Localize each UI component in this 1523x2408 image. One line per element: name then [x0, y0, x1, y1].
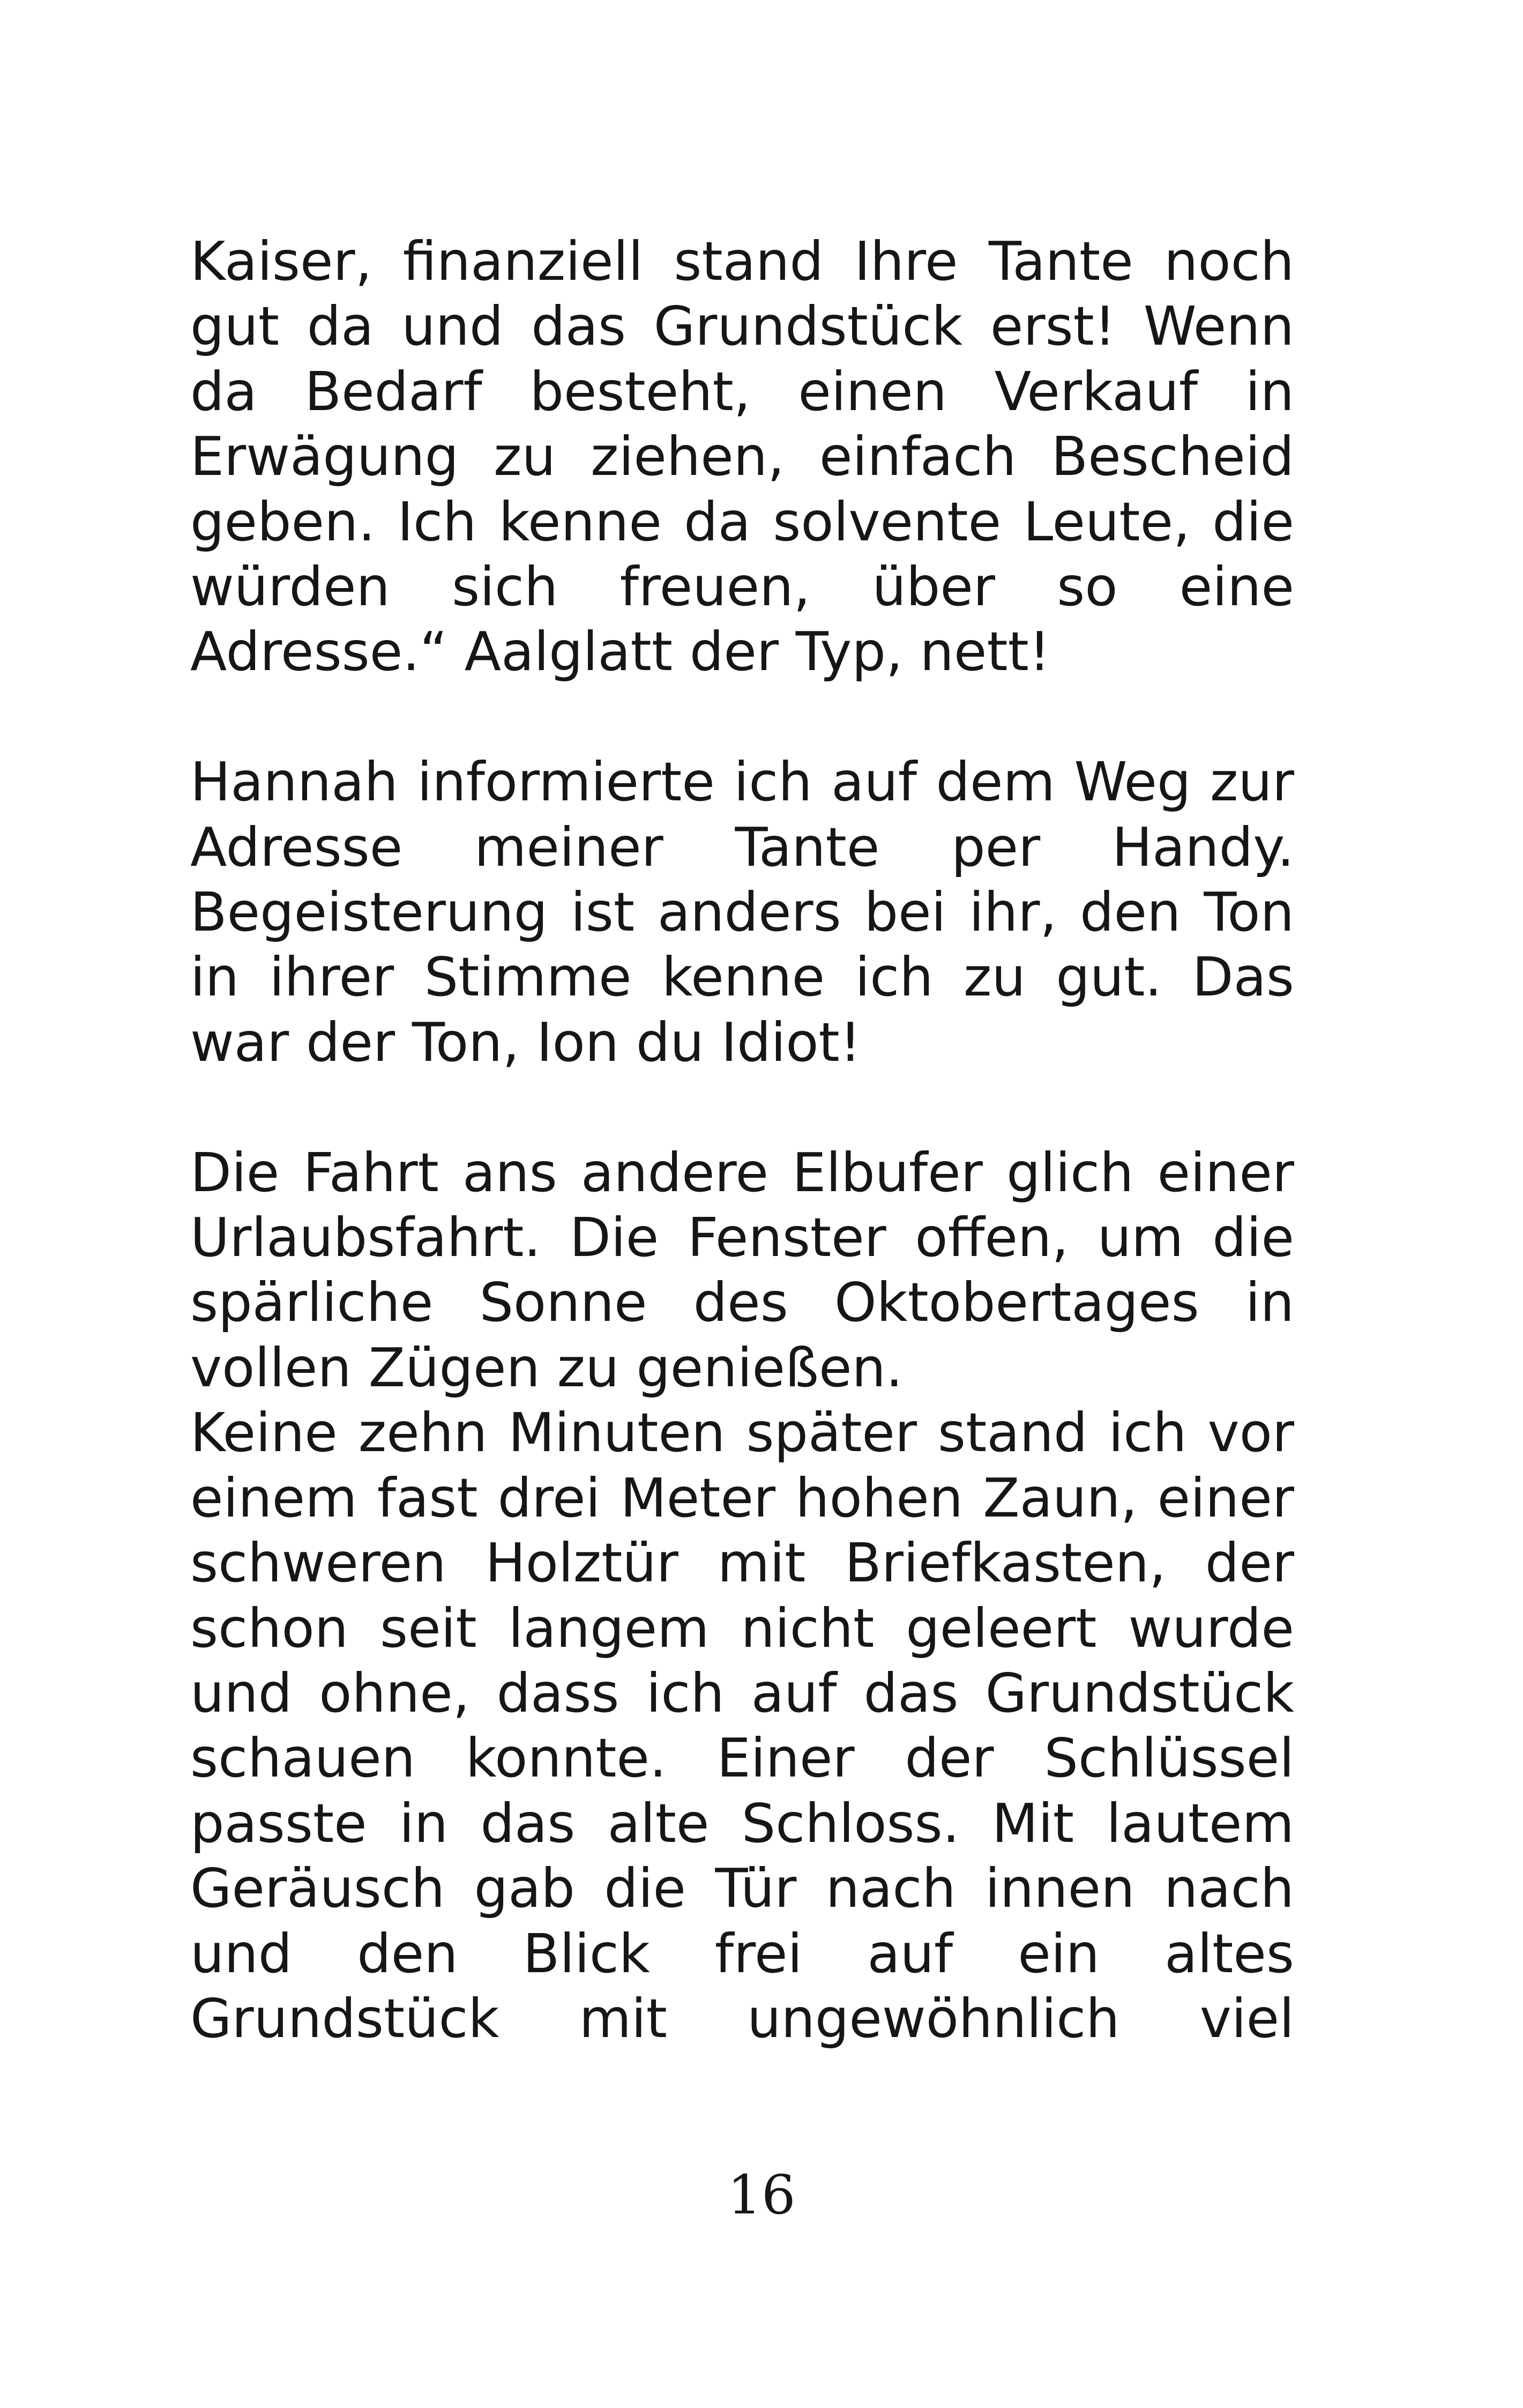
paragraph-3: Die Fahrt ans andere Elbufer glich einer Urlaubsfahrt. Die Fenster offen, um die spärliche Sonne des Oktobertages in vollen Zügen zu genießen.: [190, 1141, 1294, 1399]
paragraph-1: Kaiser, finanziell stand Ihre Tante noch gut da und das Grundstück erst! Wenn da Bedarf besteht, einen Verkauf in Erwägung zu ziehen, einfach Bescheid geben. Ich kenne da solvente Leute, die würden sich freuen, über so eine Adresse.“ Aalglatt der Typ, nett!: [190, 230, 1294, 683]
page-number: 16: [727, 2164, 796, 2226]
paragraph-4: Keine zehn Minuten später stand ich vor einem fast drei Meter hohen Zaun, einer schweren Holztür mit Briefkasten, der schon seit langem nicht geleert wurde und ohne, dass ich auf das Grundstück schauen konnte. Einer der Schlüssel passte in das alte Schloss. Mit lautem Geräusch gab die Tür nach innen nach und den Blick frei auf ein altes Grundstück mit ungewöhnlich viel: [190, 1401, 1294, 2050]
paragraph-2: Hannah informierte ich auf dem Weg zur Adresse meiner Tante per Handy. Begeisterung ist anders bei ihr, den Ton in ihrer Stimme kenne ich zu gut. Das war der Ton, Ion du Idiot!: [190, 750, 1294, 1074]
body-text: [190, 229, 1294, 2051]
